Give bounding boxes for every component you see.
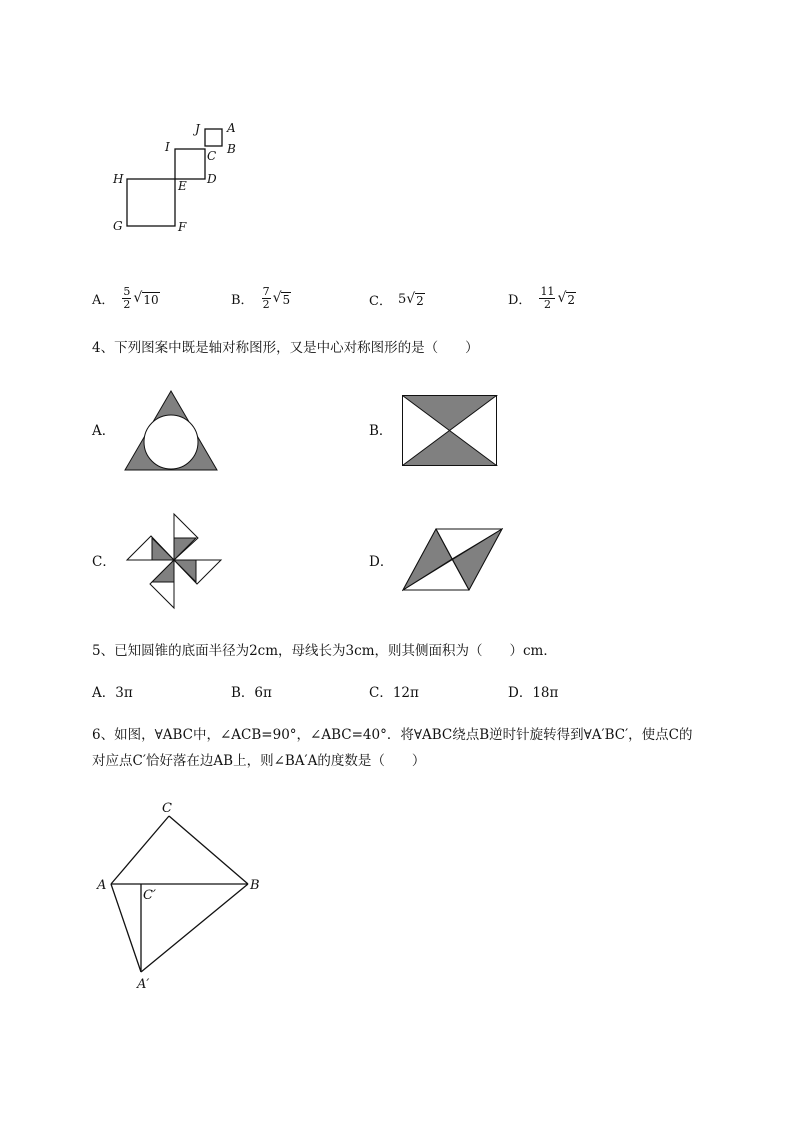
label-a-prime: A′ bbox=[137, 977, 150, 992]
q3-option-d[interactable]: D． $\frac{11}{2}$ √ 2 bbox=[508, 285, 575, 311]
label-a: A bbox=[97, 878, 107, 893]
q4-option-b-label[interactable]: B． bbox=[369, 423, 393, 439]
segment-aa-prime bbox=[111, 884, 141, 972]
q5-option-b[interactable]: B．6π bbox=[231, 685, 272, 701]
q4-option-a-label[interactable]: A． bbox=[92, 423, 116, 439]
label-c-prime: C′ bbox=[143, 888, 156, 903]
label-e: E bbox=[178, 179, 187, 193]
label-g: G bbox=[113, 219, 123, 233]
q5-option-a[interactable]: A．3π bbox=[92, 685, 133, 701]
q6-stem-line1: 6、如图，∀ABC中，∠ACB=90°，∠ABC=40°．将∀ABC绕点B逆时针旋转得到∀A′BC′，使点C的 bbox=[92, 727, 693, 743]
label-b: B bbox=[227, 142, 236, 156]
label-f: F bbox=[178, 220, 187, 234]
q6-figure bbox=[92, 796, 272, 992]
q5-option-c[interactable]: C．12π bbox=[369, 685, 419, 701]
label-c: C bbox=[162, 801, 172, 816]
q5-option-d[interactable]: D．18π bbox=[508, 685, 559, 701]
label-c: C bbox=[207, 149, 217, 163]
segment-a-prime-b bbox=[141, 884, 248, 972]
q3-option-c[interactable]: C． 5 √ 2 bbox=[369, 291, 424, 309]
small-square-jabc bbox=[205, 129, 222, 146]
segment-ac bbox=[111, 816, 169, 884]
q4-stem: 4、下列图案中既是轴对称图形，又是中心对称图形的是（ ） bbox=[92, 340, 479, 356]
q4-option-c-label[interactable]: C． bbox=[92, 554, 116, 570]
q4-figure-a-triangle-circle[interactable] bbox=[123, 390, 219, 472]
label-a: A bbox=[227, 121, 236, 135]
label-j: J bbox=[195, 122, 200, 136]
q6-stem-line2: 对应点C′恰好落在边AB上，则∠BA′A的度数是（ ） bbox=[92, 753, 426, 769]
q4-figure-d-rhombus[interactable] bbox=[402, 528, 504, 592]
mid-square-iedc bbox=[175, 149, 205, 179]
q5-stem: 5、已知圆锥的底面半径为2cm，母线长为3cm，则其侧面积为（ ）cm． bbox=[92, 643, 557, 659]
label-d: D bbox=[207, 172, 217, 186]
label-h: H bbox=[113, 172, 124, 186]
q4-figure-b-rectangle[interactable] bbox=[402, 395, 498, 467]
q4-figure-c-pinwheel[interactable] bbox=[124, 512, 224, 610]
q3-option-a[interactable]: A． $\frac{5}{2}$ √ 10 bbox=[92, 285, 159, 311]
q3-figure bbox=[108, 118, 268, 238]
segment-cb bbox=[169, 816, 248, 884]
q3-option-b[interactable]: B． $\frac{7}{2}$ √ 5 bbox=[231, 285, 291, 311]
label-i: I bbox=[165, 140, 170, 154]
label-b: B bbox=[250, 878, 260, 893]
large-square-hgfe bbox=[127, 179, 175, 226]
q4-option-d-label[interactable]: D． bbox=[369, 554, 394, 570]
